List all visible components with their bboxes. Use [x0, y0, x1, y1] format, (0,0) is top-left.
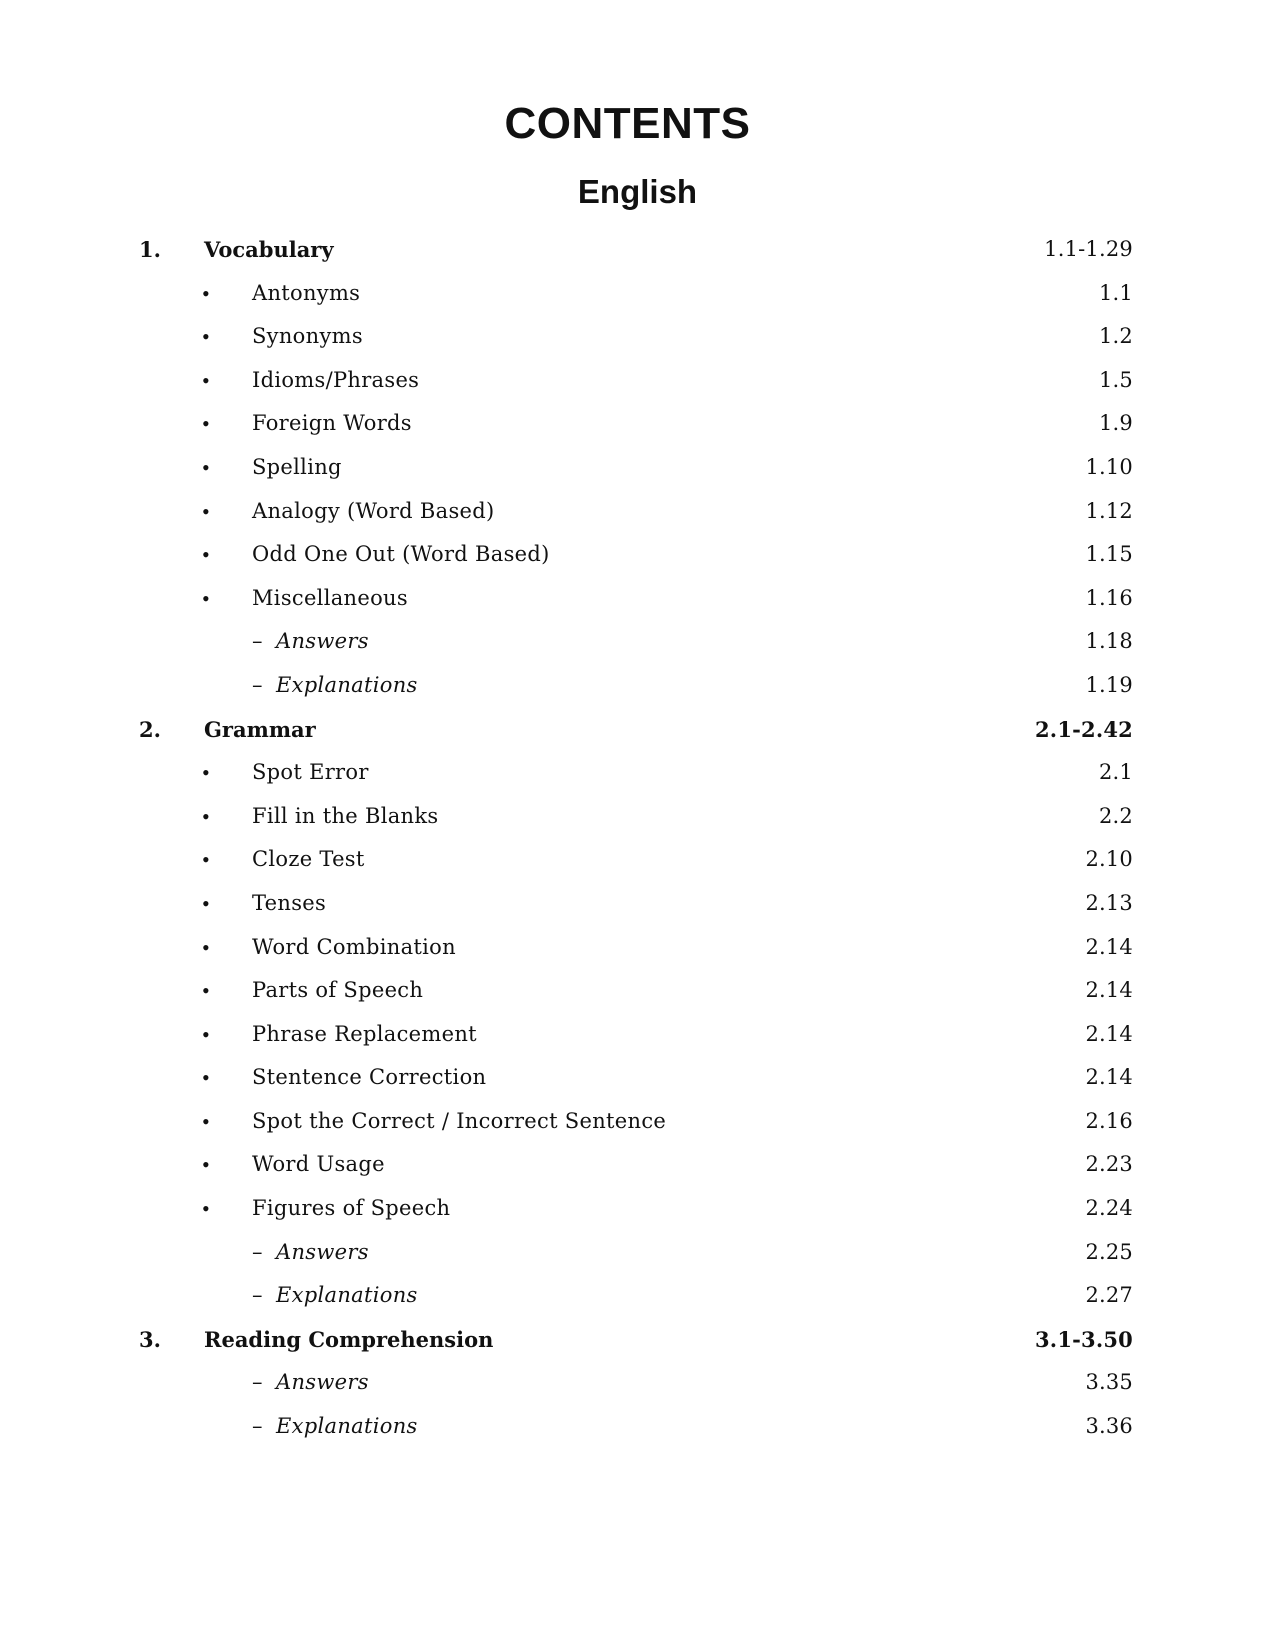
dash-icon: –: [252, 1414, 263, 1439]
toc-entry-row[interactable]: [0, 1056, 1275, 1100]
toc-section-row[interactable]: [0, 228, 1275, 272]
entry-label: Word Combination: [252, 934, 456, 959]
dash-icon: –: [252, 1239, 263, 1264]
toc-entry-row[interactable]: [0, 969, 1275, 1013]
entry-label: Antonyms: [252, 280, 361, 305]
bullet-icon: •: [202, 1108, 210, 1134]
toc-entry-row[interactable]: [0, 1143, 1275, 1187]
table-of-contents: [0, 228, 1275, 1449]
bullet-icon: •: [202, 367, 210, 393]
entry-label: Analogy (Word Based): [252, 498, 495, 523]
toc-entry-row[interactable]: [0, 926, 1275, 970]
bullet-icon: •: [202, 847, 210, 873]
entry-label: Tenses: [252, 890, 327, 915]
bullet-icon: •: [202, 1152, 210, 1178]
toc-subentry-row[interactable]: [0, 620, 1275, 664]
toc-entry-row[interactable]: [0, 1187, 1275, 1231]
entry-label: Answers: [276, 1370, 369, 1395]
bullet-icon: •: [202, 934, 210, 960]
entry-page-number: 1.15: [1085, 542, 1133, 567]
toc-entry-row[interactable]: [0, 402, 1275, 446]
entry-page-number: 1.9: [1099, 411, 1133, 436]
entry-page-number: 2.10: [1085, 847, 1133, 872]
entry-label: Spot the Correct / Incorrect Sentence: [252, 1108, 667, 1133]
bullet-icon: •: [202, 1021, 210, 1047]
toc-section-row[interactable]: [0, 1318, 1275, 1362]
entry-page-number: 2.25: [1085, 1239, 1133, 1264]
entry-page-number: 1.12: [1085, 498, 1133, 523]
entry-page-number: 1.5: [1099, 367, 1133, 392]
entry-page-number: 2.14: [1085, 978, 1133, 1003]
bullet-icon: •: [202, 411, 210, 437]
section-page-range: 2.1-2.42: [1035, 716, 1133, 742]
toc-entry-row[interactable]: [0, 446, 1275, 490]
dash-icon: –: [252, 1283, 263, 1308]
entry-page-number: 1.1: [1099, 280, 1133, 305]
entry-page-number: 1.2: [1099, 324, 1133, 349]
section-title: Reading Comprehension: [204, 1326, 494, 1352]
bullet-icon: •: [202, 585, 210, 611]
entry-page-number: 1.18: [1085, 629, 1133, 654]
entry-label: Figures of Speech: [252, 1196, 451, 1221]
entry-page-number: 2.14: [1085, 1065, 1133, 1090]
entry-page-number: 3.36: [1085, 1414, 1133, 1439]
entry-label: Miscellaneous: [252, 585, 408, 610]
toc-entry-row[interactable]: [0, 359, 1275, 403]
section-number: 2.: [139, 716, 161, 742]
toc-subentry-row[interactable]: [0, 1231, 1275, 1275]
toc-entry-row[interactable]: [0, 1100, 1275, 1144]
toc-subentry-row[interactable]: [0, 664, 1275, 708]
entry-label: Explanations: [276, 1283, 418, 1308]
entry-label: Parts of Speech: [252, 978, 424, 1003]
section-page-range: 3.1-3.50: [1035, 1326, 1133, 1352]
bullet-icon: •: [202, 542, 210, 568]
entry-label: Phrase Replacement: [252, 1021, 477, 1046]
entry-page-number: 2.24: [1085, 1196, 1133, 1221]
entry-label: Answers: [276, 1239, 369, 1264]
toc-entry-row[interactable]: [0, 882, 1275, 926]
toc-entry-row[interactable]: [0, 577, 1275, 621]
bullet-icon: •: [202, 978, 210, 1004]
entry-page-number: 1.10: [1085, 454, 1133, 479]
dash-icon: –: [252, 1370, 263, 1395]
entry-label: Word Usage: [252, 1152, 385, 1177]
entry-page-number: 2.1: [1099, 760, 1133, 785]
bullet-icon: •: [202, 890, 210, 916]
bullet-icon: •: [202, 324, 210, 350]
entry-page-number: 2.14: [1085, 1021, 1133, 1046]
toc-subentry-row[interactable]: [0, 1274, 1275, 1318]
toc-entry-row[interactable]: [0, 838, 1275, 882]
section-number: 1.: [139, 237, 161, 262]
entry-page-number: 2.14: [1085, 934, 1133, 959]
page-title: CONTENTS: [504, 99, 751, 148]
entry-label: Spot Error: [252, 760, 369, 785]
entry-page-number: 1.19: [1085, 672, 1133, 697]
toc-entry-row[interactable]: [0, 272, 1275, 316]
toc-subentry-row[interactable]: [0, 1405, 1275, 1449]
toc-entry-row[interactable]: [0, 533, 1275, 577]
entry-page-number: 2.13: [1085, 890, 1133, 915]
section-title: Grammar: [204, 716, 316, 742]
entry-label: Explanations: [276, 672, 418, 697]
dash-icon: –: [252, 672, 263, 697]
entry-label: Odd One Out (Word Based): [252, 542, 550, 567]
entry-label: Idioms/Phrases: [252, 367, 420, 392]
entry-label: Explanations: [276, 1414, 418, 1439]
toc-subentry-row[interactable]: [0, 1361, 1275, 1405]
entry-label: Spelling: [252, 454, 342, 479]
bullet-icon: •: [202, 454, 210, 480]
entry-label: Foreign Words: [252, 411, 412, 436]
bullet-icon: •: [202, 498, 210, 524]
entry-page-number: 2.27: [1085, 1283, 1133, 1308]
entry-page-number: 3.35: [1085, 1370, 1133, 1395]
toc-entry-row[interactable]: [0, 795, 1275, 839]
toc-entry-row[interactable]: [0, 1013, 1275, 1057]
toc-section-row[interactable]: [0, 708, 1275, 752]
section-title: Vocabulary: [204, 237, 334, 262]
entry-page-number: 2.23: [1085, 1152, 1133, 1177]
bullet-icon: •: [202, 280, 210, 306]
toc-entry-row[interactable]: [0, 315, 1275, 359]
dash-icon: –: [252, 629, 263, 654]
bullet-icon: •: [202, 760, 210, 786]
entry-label: Synonyms: [252, 324, 363, 349]
bullet-icon: •: [202, 1065, 210, 1091]
page-subtitle: English: [577, 173, 698, 210]
entry-label: Answers: [276, 629, 369, 654]
entry-label: Fill in the Blanks: [252, 803, 439, 828]
section-number: 3.: [139, 1326, 161, 1352]
entry-page-number: 1.16: [1085, 585, 1133, 610]
bullet-icon: •: [202, 1196, 210, 1222]
entry-page-number: 2.2: [1099, 803, 1133, 828]
toc-entry-row[interactable]: [0, 751, 1275, 795]
section-page-range: 1.1-1.29: [1044, 237, 1133, 261]
entry-page-number: 2.16: [1085, 1108, 1133, 1133]
entry-label: Cloze Test: [252, 847, 365, 872]
toc-entry-row[interactable]: [0, 490, 1275, 534]
entry-label: Stentence Correction: [252, 1065, 487, 1090]
bullet-icon: •: [202, 803, 210, 829]
